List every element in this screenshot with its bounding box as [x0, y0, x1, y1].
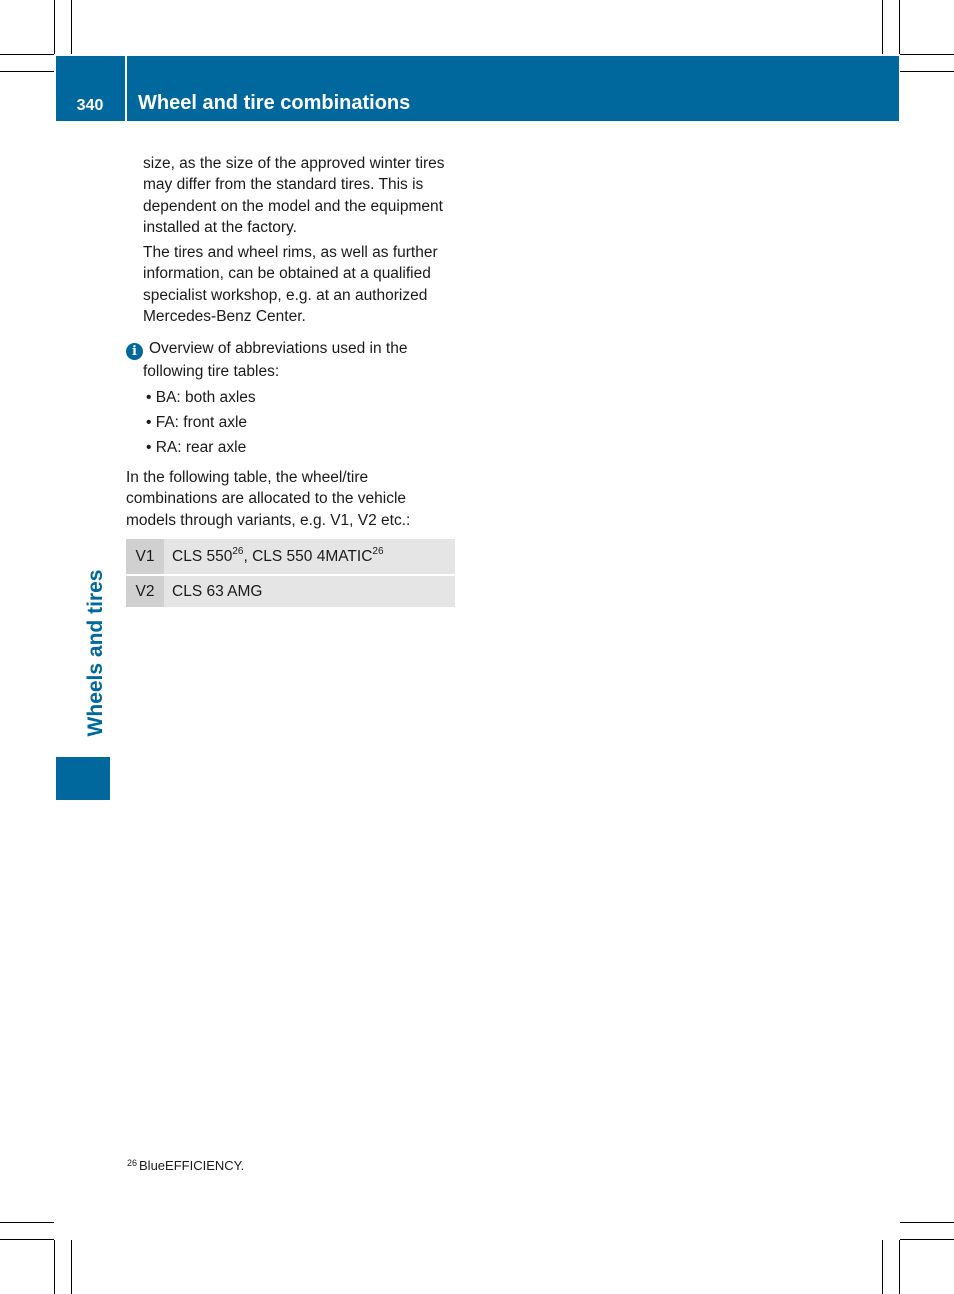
info-note-text: following tire tables:: [143, 363, 280, 380]
section-title: Wheel and tire combinations: [138, 92, 411, 114]
header-divider: [125, 56, 127, 121]
table-row: [126, 539, 455, 574]
footnote-number: 26: [127, 1158, 138, 1168]
variant-code: V2: [126, 576, 164, 607]
page-number: 340: [76, 97, 104, 114]
list-item: • BA: both axles: [146, 389, 256, 406]
footnote-ref: 26: [372, 546, 384, 557]
info-note: [126, 337, 456, 383]
chapter-tab: [56, 757, 110, 800]
body-paragraph: The tires and wheel rims, as well as further information, can be obtained at a qualified specialist workshop, e.g. at an authorized Mercedes-Benz Center.: [143, 244, 438, 325]
variant-models: CLS $550^{26}$, CLS 550 4MATIC$^{26}$: [172, 546, 384, 565]
info-note-text: Overview of abbreviations used in the: [149, 340, 408, 357]
info-icon: i: [126, 343, 143, 360]
body-paragraph: In the following table, the wheel/tire combinations are allocated to the vehicle models through variants, e.g. V1, V2 etc.:: [126, 469, 411, 529]
variant-code: V1: [126, 539, 164, 574]
table-row: [126, 576, 455, 607]
footnote-text: BlueEFFICIENCY.: [139, 1158, 245, 1173]
footnote: [127, 1158, 244, 1173]
footnote-ref: 26: [232, 546, 244, 557]
variant-table: [126, 539, 455, 609]
body-paragraph: size, as the size of the approved winter tires may differ from the standard tires. This is dependent on the model and the equipment installed at the factory.: [143, 155, 445, 236]
list-item: • FA: front axle: [146, 414, 248, 431]
chapter-label: Wheels and tires: [84, 569, 107, 737]
page-header: [56, 56, 899, 121]
variant-models: CLS 63 AMG: [172, 583, 263, 600]
list-item: • RA: rear axle: [146, 439, 247, 456]
